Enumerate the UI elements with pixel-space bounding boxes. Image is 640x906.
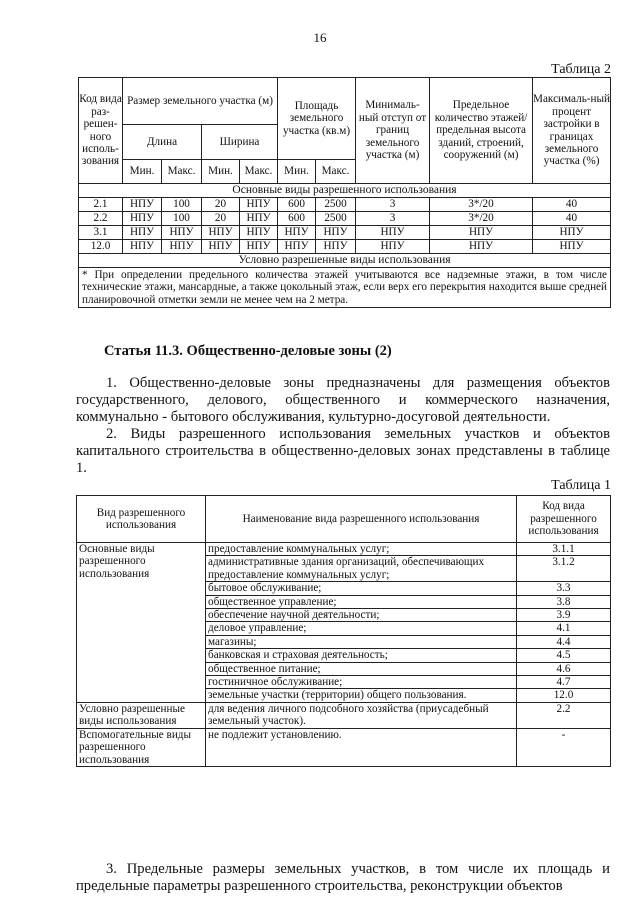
t2-header-area-min: Мин.: [278, 160, 316, 184]
t2-header-max-percent: Максималь-ный процент застройки в границах земельного участка (%): [533, 78, 611, 184]
t1-name-cell: предоставление коммунальных услуг;: [206, 543, 517, 556]
t2-cell: НПУ: [356, 226, 430, 240]
t2-cell: НПУ: [240, 226, 278, 240]
t1-header-name: Наименование вида разрешенного использования: [206, 496, 517, 543]
t1-header-code: Код вида разрешенного использования: [517, 496, 611, 543]
page-number: 16: [313, 30, 327, 45]
table-row: [77, 702, 611, 728]
t2-cell: НПУ: [316, 240, 356, 254]
t1-main-label: Основные виды разрешенного использования: [77, 543, 206, 703]
t2-cell: НПУ: [316, 226, 356, 240]
t2-cell: НПУ: [123, 212, 162, 226]
table2: [78, 77, 611, 308]
t2-cell: НПУ: [240, 212, 278, 226]
t1-conditional-name: для ведения личного подсобного хозяйства (приусадебный земельный участок).: [206, 702, 517, 728]
t2-cell: 3.1: [79, 226, 123, 240]
t1-code-cell: 3.1.1: [517, 543, 611, 556]
t2-cell: НПУ: [533, 226, 611, 240]
t2-cell: 2.1: [79, 198, 123, 212]
t2-cell: НПУ: [162, 240, 202, 254]
table-row: [79, 198, 611, 212]
t1-name-cell: магазины;: [206, 635, 517, 648]
t2-header-width: Ширина: [202, 125, 278, 160]
t1-code-cell: 3.9: [517, 609, 611, 622]
t2-header-width-min: Мин.: [202, 160, 240, 184]
t1-name-cell: деловое управление;: [206, 622, 517, 635]
t2-cell: 40: [533, 212, 611, 226]
t1-name-cell: административные здания организаций, обеспечивающих предоставление коммунальных услуг;: [206, 556, 517, 582]
t1-code-cell: 4.1: [517, 622, 611, 635]
t1-name-cell: бытовое обслуживание;: [206, 582, 517, 595]
t2-header-area: Площадь земельного участка (кв.м): [278, 78, 356, 160]
t2-cell: 100: [162, 212, 202, 226]
t2-cell: 2500: [316, 212, 356, 226]
paragraph-3: 3. Предельные размеры земельных участков, в том числе их площадь и предельные параметры разрешенного строительства, реконструкции объектов: [76, 861, 610, 894]
table-row: [79, 212, 611, 226]
t1-name-cell: общественное питание;: [206, 662, 517, 675]
t1-conditional-label: Условно разрешенные виды использования: [77, 702, 206, 728]
t2-cell: 20: [202, 198, 240, 212]
t2-header-width-max: Макс.: [240, 160, 278, 184]
t1-name-cell: гостиничное обслуживание;: [206, 676, 517, 689]
t2-cell: 3: [356, 198, 430, 212]
t2-section-main: Основные виды разрешенного использования: [79, 184, 611, 198]
t2-cell: 2500: [316, 198, 356, 212]
t2-cell: НПУ: [430, 240, 533, 254]
t2-cell: НПУ: [278, 226, 316, 240]
paragraph-1: 1. Общественно-деловые зоны предназначены для размещения объектов государственного, делового, общественного и коммерческого назначения, коммунально - бытового обслуживания, культурно-досуговой деятельности.: [76, 375, 610, 425]
t2-cell: НПУ: [202, 226, 240, 240]
t2-header-code: Код вида раз-решен-ного исполь-зования: [79, 78, 123, 184]
t1-code-cell: 3.3: [517, 582, 611, 595]
table2-caption: Таблица 2: [551, 62, 611, 77]
t2-cell: 600: [278, 198, 316, 212]
table-row: [77, 543, 611, 556]
paragraph-2: 2. Виды разрешенного использования земельных участков и объектов капитального строительства в общественно-деловых зонах представлены в таблице 1.: [76, 426, 610, 476]
t2-cell: НПУ: [240, 240, 278, 254]
t1-name-cell: обеспечение научной деятельности;: [206, 609, 517, 622]
t2-header-size: Размер земельного участка (м): [123, 78, 278, 125]
t2-cell: НПУ: [202, 240, 240, 254]
t2-cell: НПУ: [240, 198, 278, 212]
t1-name-cell: земельные участки (территории) общего пользования.: [206, 689, 517, 702]
t1-code-cell: 4.7: [517, 676, 611, 689]
t2-cell: НПУ: [123, 198, 162, 212]
t2-cell: 3*/20: [430, 212, 533, 226]
t2-header-min-setback: Минималь-ный отступ от границ земельного участка (м): [356, 78, 430, 184]
t1-name-cell: общественное управление;: [206, 595, 517, 608]
t1-auxiliary-name: не подлежит установлению.: [206, 728, 517, 766]
t1-code-cell: 4.5: [517, 649, 611, 662]
table-row: [79, 240, 611, 254]
table1: [76, 495, 611, 767]
t1-code-cell: 4.6: [517, 662, 611, 675]
t1-name-cell: банковская и страховая деятельность;: [206, 649, 517, 662]
t2-header-length-min: Мин.: [123, 160, 162, 184]
t2-cell: НПУ: [533, 240, 611, 254]
t2-cell: 40: [533, 198, 611, 212]
t1-header-kind: Вид разрешенного использования: [77, 496, 206, 543]
t1-conditional-code: 2.2: [517, 702, 611, 728]
t2-cell: НПУ: [356, 240, 430, 254]
t1-code-cell: 4.4: [517, 635, 611, 648]
t1-auxiliary-code: -: [517, 728, 611, 766]
table-row: [79, 226, 611, 240]
t1-code-cell: 12.0: [517, 689, 611, 702]
t2-cell: НПУ: [123, 226, 162, 240]
t2-header-area-max: Макс.: [316, 160, 356, 184]
article-title: Статья 11.3. Общественно-деловые зоны (2): [104, 343, 392, 359]
t2-header-max-floors: Предельное количество этажей/ предельная высота зданий, строений, сооружений (м): [430, 78, 533, 184]
t2-cell: 12.0: [79, 240, 123, 254]
t2-cell: НПУ: [430, 226, 533, 240]
t1-code-cell: 3.1.2: [517, 556, 611, 582]
t2-cell: 2.2: [79, 212, 123, 226]
t2-cell: 100: [162, 198, 202, 212]
t1-auxiliary-label: Вспомогательные виды разрешенного использования: [77, 728, 206, 766]
t2-cell: НПУ: [278, 240, 316, 254]
t2-cell: 600: [278, 212, 316, 226]
t2-cell: НПУ: [123, 240, 162, 254]
t2-cell: 3*/20: [430, 198, 533, 212]
t2-footnote: * При определении предельного количества этажей учитываются все надземные этажи, в том числе технические этажи, мансардные, а также цокольный этаж, если верх его перекрытия находится выше средней планировочной отметки земли не менее чем на 2 метра.: [79, 268, 611, 308]
t2-header-length: Длина: [123, 125, 202, 160]
t2-cell: 20: [202, 212, 240, 226]
t2-section-conditional: Условно разрешенные виды использования: [79, 254, 611, 268]
t2-header-length-max: Макс.: [162, 160, 202, 184]
table1-caption: Таблица 1: [551, 478, 611, 493]
t1-code-cell: 3.8: [517, 595, 611, 608]
t2-cell: НПУ: [162, 226, 202, 240]
table-row: [77, 728, 611, 766]
t2-cell: 3: [356, 212, 430, 226]
